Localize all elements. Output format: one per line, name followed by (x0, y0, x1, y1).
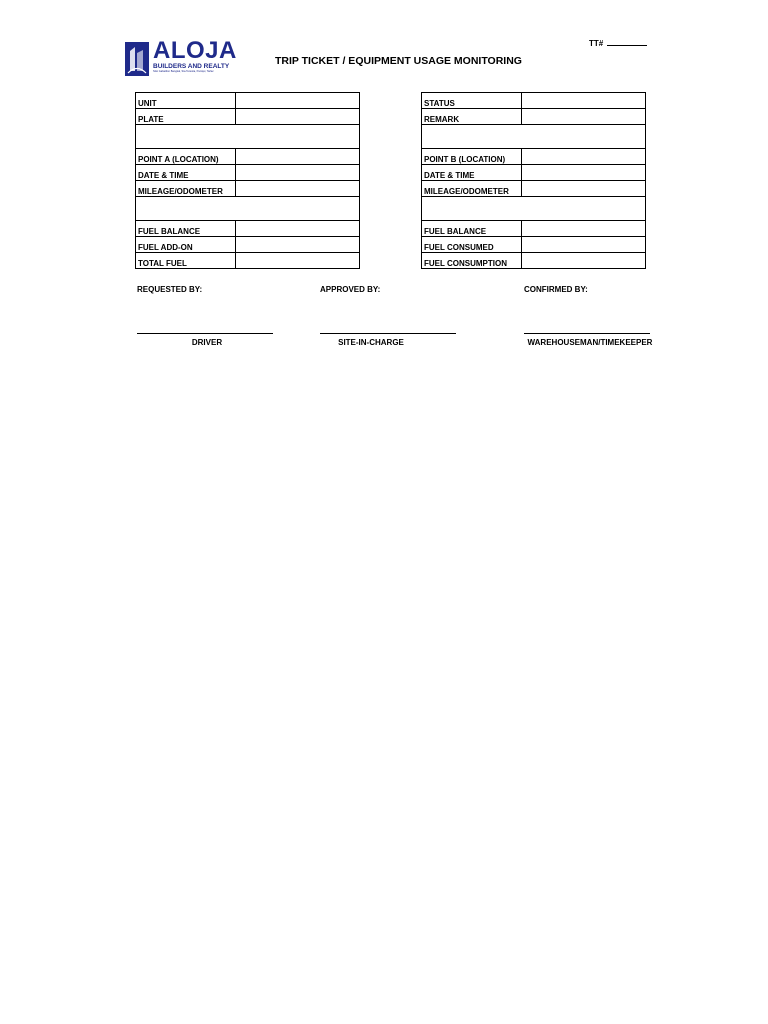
point-a-input[interactable] (236, 149, 360, 165)
tt-blank[interactable] (607, 38, 647, 46)
row-label: MILEAGE/ODOMETER (422, 181, 522, 197)
trip-end-table (421, 92, 646, 269)
row-label: REMARK (422, 109, 522, 125)
spacer-row (136, 125, 360, 149)
table-row (422, 221, 646, 237)
driver-signature-line[interactable] (137, 333, 273, 334)
table-row (422, 109, 646, 125)
fuel-consumed-input[interactable] (522, 237, 646, 253)
status-input[interactable] (522, 93, 646, 109)
table-row (136, 93, 360, 109)
table-row (136, 181, 360, 197)
spacer-cell (136, 197, 360, 221)
table-row (136, 237, 360, 253)
table-row (422, 237, 646, 253)
start-odometer-input[interactable] (236, 181, 360, 197)
logo-tagline: Sitio Gabaldon Bangkal, Sta.Teresita, Paniqui, Tarlac (153, 70, 214, 73)
table-row (422, 149, 646, 165)
row-label: FUEL BALANCE (136, 221, 236, 237)
row-label: PLATE (136, 109, 236, 125)
row-label: FUEL CONSUMED (422, 237, 522, 253)
row-label: UNIT (136, 93, 236, 109)
spacer-cell (422, 125, 646, 149)
fuel-consumption-input[interactable] (522, 253, 646, 269)
spacer-row (422, 125, 646, 149)
table-row (136, 253, 360, 269)
remark-input[interactable] (522, 109, 646, 125)
building-icon (125, 42, 151, 76)
trip-start-table (135, 92, 360, 269)
warehouseman-title: WAREHOUSEMAN/TIMEKEEPER (527, 338, 653, 347)
page-title: TRIP TICKET / EQUIPMENT USAGE MONITORING (275, 55, 522, 67)
row-label: TOTAL FUEL (136, 253, 236, 269)
requested-by-label: REQUESTED BY: (137, 285, 203, 294)
point-b-input[interactable] (522, 149, 646, 165)
unit-input[interactable] (236, 93, 360, 109)
plate-input[interactable] (236, 109, 360, 125)
table-row (136, 109, 360, 125)
spacer-row (136, 197, 360, 221)
row-label: FUEL CONSUMPTION (422, 253, 522, 269)
table-row (136, 165, 360, 181)
approved-by-label: APPROVED BY: (320, 285, 381, 294)
start-fuel-balance-input[interactable] (236, 221, 360, 237)
start-datetime-input[interactable] (236, 165, 360, 181)
row-label: STATUS (422, 93, 522, 109)
row-label: DATE & TIME (136, 165, 236, 181)
row-label: DATE & TIME (422, 165, 522, 181)
end-fuel-balance-input[interactable] (522, 221, 646, 237)
confirmed-by-label: CONFIRMED BY: (524, 285, 588, 294)
table-row (136, 149, 360, 165)
end-odometer-input[interactable] (522, 181, 646, 197)
logo-subtitle: BUILDERS AND REALTY (153, 63, 230, 70)
table-row (422, 253, 646, 269)
spacer-cell (136, 125, 360, 149)
site-in-charge-title: SITE-IN-CHARGE (338, 338, 404, 347)
spacer-row (422, 197, 646, 221)
row-label: POINT A (LOCATION) (136, 149, 236, 165)
tt-number-field[interactable] (589, 38, 647, 48)
site-in-charge-signature-line[interactable] (320, 333, 456, 334)
total-fuel-input[interactable] (236, 253, 360, 269)
table-row (422, 181, 646, 197)
logo-name: ALOJA (153, 37, 237, 64)
table-row (136, 221, 360, 237)
table-row (422, 165, 646, 181)
company-logo (125, 37, 245, 76)
fuel-add-on-input[interactable] (236, 237, 360, 253)
tt-label: TT# (589, 39, 604, 48)
table-row (422, 93, 646, 109)
warehouseman-signature-line[interactable] (524, 333, 650, 334)
end-datetime-input[interactable] (522, 165, 646, 181)
driver-title: DRIVER (191, 338, 223, 347)
spacer-cell (422, 197, 646, 221)
row-label: MILEAGE/ODOMETER (136, 181, 236, 197)
row-label: FUEL ADD-ON (136, 237, 236, 253)
row-label: POINT B (LOCATION) (422, 149, 522, 165)
row-label: FUEL BALANCE (422, 221, 522, 237)
